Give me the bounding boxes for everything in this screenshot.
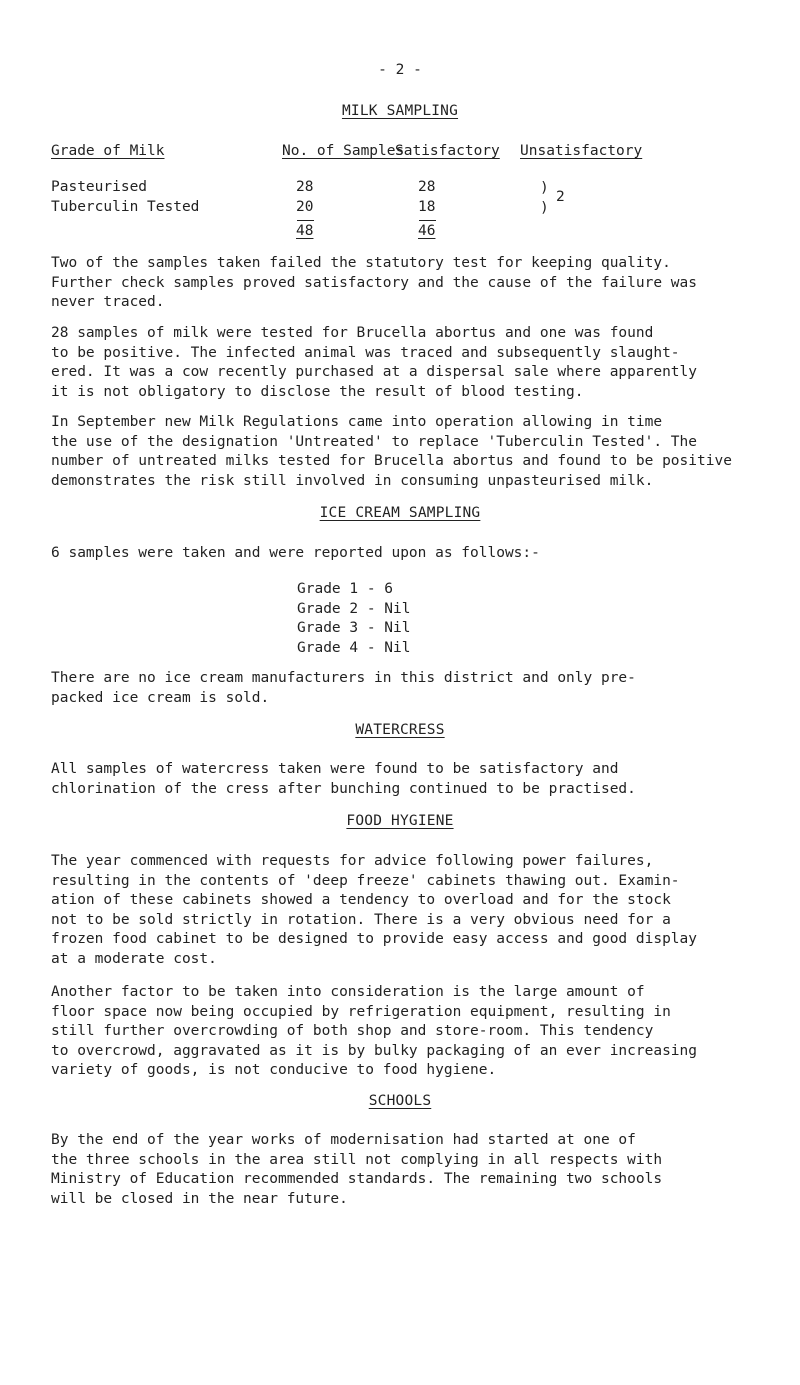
- watercress-paragraph: All samples of watercress taken were found to be satisfactory and chlorination of the cress after bunching continued to be practised.: [51, 761, 636, 797]
- food-hygiene-heading: FOOD HYGIENE: [346, 813, 454, 829]
- sum-rule: [297, 220, 314, 221]
- grade-line: Grade 2 - Nil: [297, 600, 411, 617]
- watercress-heading: WATERCRESS: [355, 722, 445, 738]
- row-satisfactory: 18: [418, 199, 436, 215]
- header-satisfactory: Satisfactory: [395, 143, 500, 159]
- header-unsatisfactory: Unsatisfactory: [520, 143, 643, 159]
- row-grade: Pasteurised: [51, 179, 148, 195]
- header-grade: Grade of Milk: [51, 143, 165, 159]
- row-satisfactory: 28: [418, 179, 436, 195]
- grade-line: Grade 3 - Nil: [297, 620, 411, 636]
- grade-line: Grade 1 - 6: [297, 581, 394, 597]
- page-number: - 2 -: [378, 62, 422, 78]
- food-hygiene-paragraph-2: Another factor to be taken into consideration is the large amount of floor space now being occupied by refrigeration equipment, resulting in still further overcrowding of both shop and store-room. This tendency to overcrowd, aggravated as it is by bulky packaging of an ever increasing variety of goods, is not conducive to food hygiene.: [51, 984, 698, 1078]
- schools-paragraph: By the end of the year works of modernisation had started at one of the three schools in the area still not complying in all respects with Ministry of Education recommended standards. The remaining two schools will be closed in the near future.: [51, 1132, 663, 1207]
- ice-cream-paragraph: There are no ice cream manufacturers in this district and only pre- packed ice cream is sold.: [51, 670, 636, 706]
- schools-heading: SCHOOLS: [368, 1093, 432, 1109]
- milk-paragraph-1: Two of the samples taken failed the statutory test for keeping quality. Further check samples proved satisfactory and the cause of the failure was never traced.: [51, 255, 698, 310]
- row-samples: 20: [296, 199, 314, 215]
- milk-sampling-heading: MILK SAMPLING: [341, 103, 459, 119]
- ice-cream-grades: [297, 580, 597, 658]
- milk-paragraph-2: 28 samples of milk were tested for Brucella abortus and one was found to be positive. The infected animal was traced and subsequently slaught- ered. It was a cow recently purchased at a dispersal sale where apparently it is not obligatory to disclose the result of blood testing.: [51, 325, 698, 400]
- total-samples: 48: [296, 223, 314, 239]
- bracket: ): [540, 180, 549, 196]
- sum-rule: [419, 220, 436, 221]
- grade-line: Grade 4 - Nil: [297, 639, 411, 656]
- header-samples: No. of Samples: [282, 143, 405, 159]
- row-grade: Tuberculin Tested: [51, 199, 200, 215]
- ice-cream-heading: ICE CREAM SAMPLING: [319, 505, 481, 521]
- milk-paragraph-3: In September new Milk Regulations came into operation allowing in time the use of the designation 'Untreated' to replace 'Tuberculin Tested'. The number of untreated milks tested for Brucella abortus and found to be positive demonstrates the risk still involved in consuming unpasteurised milk.: [51, 414, 732, 489]
- food-hygiene-paragraph-1: The year commenced with requests for advice following power failures, resulting in the contents of 'deep freeze' cabinets thawing out. Examin- ation of these cabinets showed a tendency to overload and for the stock not to be sold strictly in rotation. There is a very obvious need for a frozen food cabinet to be designed to provide easy access and good display at a moderate cost.: [51, 853, 698, 967]
- bracket: ): [540, 200, 549, 216]
- ice-cream-intro: 6 samples were taken and were reported upon as follows:-: [51, 545, 540, 561]
- row-samples: 28: [296, 179, 314, 195]
- unsatisfactory-total: 2: [556, 189, 565, 205]
- total-satisfactory: 46: [418, 223, 436, 239]
